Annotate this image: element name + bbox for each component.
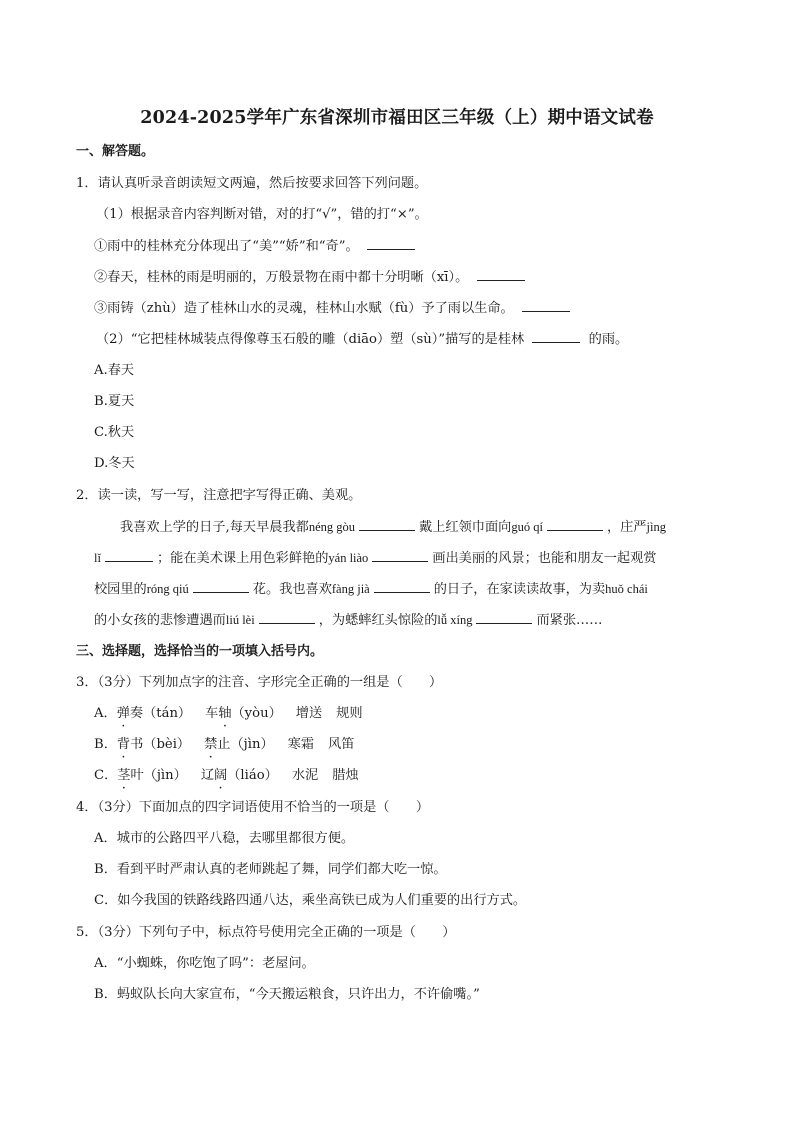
q3-stem: 3．（3分）下列加点字的注音、字形完全正确的一组是（ ） [76,675,443,690]
q5-option-b: B．蚂蚁队长向大家宣布，“今天搬运粮食，只许出力，不许偷嘴。” [94,987,480,1002]
q1-item-2-text: ②春天，桂林的雨是明丽的，万般景物在雨中都十分明晰（xī）。 [94,270,469,285]
page-title: 2024-2025学年广东省深圳市福田区三年级（上）期中语文试卷 [140,108,654,128]
answer-blank[interactable] [359,518,415,531]
section-heading-1: 一、解答题。 [76,144,155,159]
answer-blank[interactable] [374,580,430,593]
q1-item-1 [94,237,419,256]
q3-option-b [94,736,354,754]
pinyin-prompt: néng gòu [308,520,356,534]
q4-option-b [94,861,447,879]
dotted-char: 背 [116,737,131,752]
option-text: 辽 [200,768,215,783]
dotted-char: 茎 [117,768,131,783]
q2-text: 我喜欢上学的日子,每天早晨我都 [120,520,309,535]
q1-option-d: D.冬天 [94,456,135,471]
dotted-phrase: 大吃一惊 [380,862,434,877]
dotted-char: 轴 [218,706,232,721]
option-text: 止（jìn） [217,737,274,752]
pinyin-prompt: guó qí [511,520,543,534]
dotted-char: 禁 [204,737,218,752]
q2-text: 画出美丽的风景；也能和朋友一起观赏 [432,551,657,566]
option-text: 规则 [336,706,363,721]
option-text: 书（bèi） [130,737,191,752]
q1-part2 [96,330,628,349]
q3-option-c [94,767,359,785]
option-text: B．看到平时严肃认真的老师跳起了舞，同学们都 [94,862,381,877]
option-text: 。 [433,862,447,877]
q1-stem: 1．请认真听录音朗读短文两遍，然后按要求回答下列问题。 [76,176,428,191]
q2-line-4 [94,611,602,630]
q2-line-1 [120,518,666,537]
q5-stem: 5．（3分）下列句子中，标点符号使用完全正确的一项是（ ） [76,925,456,940]
q1-part2-tail: 的雨。 [588,332,629,347]
q2-line-2 [94,549,657,568]
answer-blank[interactable] [372,549,428,562]
option-text: （yòu） [231,706,282,721]
q2-text: 的日子，在家读读故事，为卖 [433,582,606,597]
pinyin-prompt: liú lèi [225,613,255,627]
option-text: 寒霜 [287,737,315,752]
q2-text: 而紧张…… [536,613,603,628]
option-text: ，乘坐高铁已成为人们重要的出行方式。 [288,893,527,908]
q1-option-a: A.春天 [94,363,135,378]
q2-text: ，庄严 [606,520,647,535]
pinyin-prompt: fàng jià [331,582,370,596]
q4-option-a [94,830,354,848]
dotted-char: 弹 [116,706,130,721]
pinyin-prompt: róng qiú [146,582,189,596]
option-text: 风笛 [328,737,355,752]
answer-blank[interactable] [193,580,249,593]
q2-stem: 2．读一读，写一写，注意把字写得正确、美观。 [76,488,362,503]
option-text: ，去哪里都很方便。 [235,831,355,846]
option-text: （liáo） [227,768,278,783]
q3-option-a [94,705,363,723]
q2-line-3 [94,580,648,599]
q2-text: 花。我也喜欢 [252,582,332,597]
section-heading-3: 三、选择题，选择恰当的一项填入括号内。 [76,644,324,659]
option-text: 增送 [295,706,323,721]
answer-blank[interactable] [522,299,570,312]
answer-blank[interactable] [259,611,315,624]
answer-blank[interactable] [547,518,603,531]
pinyin-prompt: yán liào [328,551,369,565]
q2-text: ；能在美术课上用色彩鲜艳的 [156,551,329,566]
answer-blank[interactable] [532,330,580,343]
q4-option-c [94,892,526,910]
answer-blank[interactable] [477,268,525,281]
option-text: 水泥 [291,768,319,783]
pinyin-prompt: huǒ chái [605,582,648,596]
option-letter: C． [94,768,118,783]
option-text: A．城市的公路 [94,831,183,846]
pinyin-prompt: lǐ [94,551,101,565]
option-text: 奏（tán） [129,706,192,721]
q1-part1-intro: （1）根据录音内容判断对错，对的打“√”，错的打“×”。 [96,207,428,222]
q2-text: 校园里的 [94,582,147,597]
pinyin-prompt: jìng [646,520,666,534]
option-text: 车 [205,706,219,721]
dotted-phrase: 四平八稳 [182,831,236,846]
q2-text: ，为蟋蟀红头惊险的 [318,613,438,628]
option-text: 叶（jìn） [130,768,187,783]
q5-option-a: A．“小蜘蛛，你吃饱了吗”：老屋问。 [94,956,315,971]
answer-blank[interactable] [476,611,532,624]
pinyin-prompt: lǚ xíng [437,613,473,627]
option-letter: B． [94,737,117,752]
q1-item-2 [94,268,529,287]
answer-blank[interactable] [105,549,153,562]
q1-item-3 [94,299,574,318]
q2-text: 的小女孩的悲惨遭遇而 [94,613,226,628]
option-letter: A． [94,706,117,721]
answer-blank[interactable] [367,237,415,250]
dotted-char: 阔 [214,768,228,783]
q4-stem: 4．（3分）下面加点的四字词语使用不恰当的一项是（ ） [76,800,430,815]
option-text: C．如今我国的铁路线路 [94,893,236,908]
q1-item-1-text: ①雨中的桂林充分体现出了“美”“娇”和“奇”。 [94,239,359,254]
q2-text: 戴上红领巾面向 [419,520,512,535]
q1-part2-text: （2）“它把桂林城装点得像尊玉石般的雕（diāo）塑（sù）”描写的是桂林 [96,332,525,347]
option-text: 腊烛 [332,768,359,783]
q1-option-c: C.秋天 [94,425,135,440]
q1-option-b: B.夏天 [94,394,135,409]
dotted-phrase: 四通八达 [235,893,289,908]
q1-item-3-text: ③雨铸（zhù）造了桂林山水的灵魂，桂林山水赋（fù）予了雨以生命。 [94,301,514,316]
